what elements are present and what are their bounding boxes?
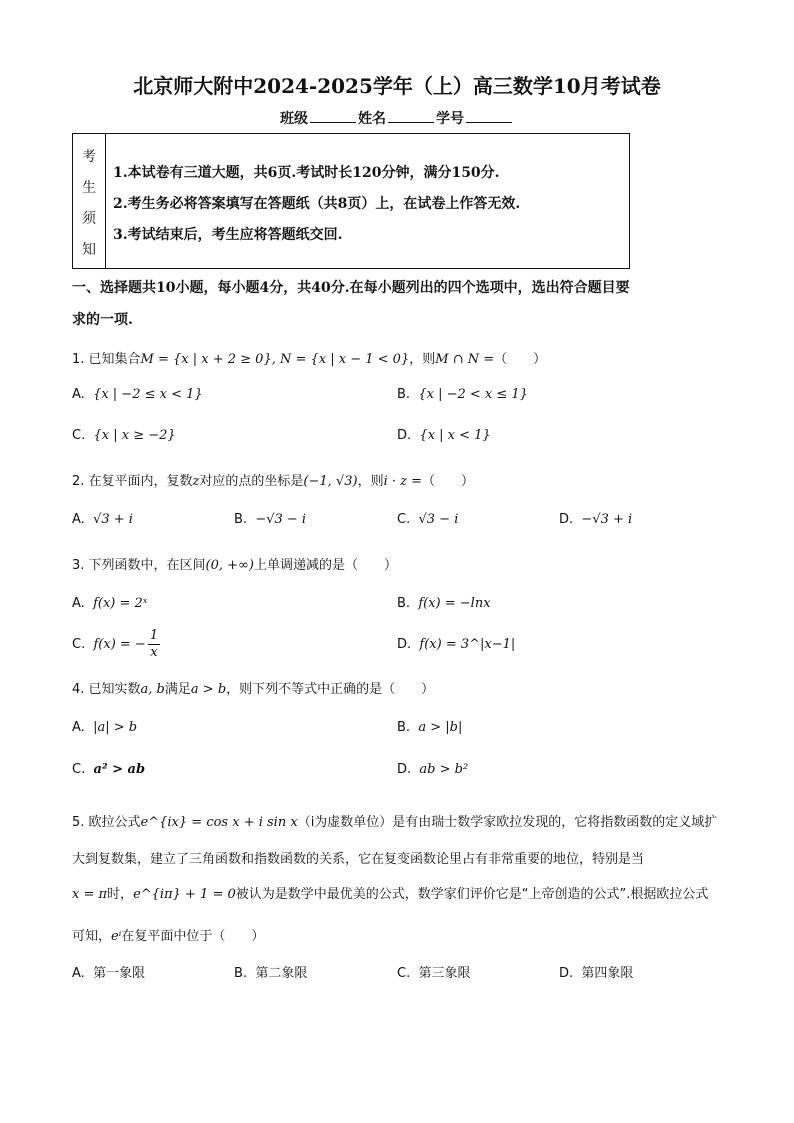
name-blank — [388, 110, 434, 123]
student-info-line — [0, 108, 794, 128]
q5-option-b — [234, 962, 307, 981]
fraction-denominator: x — [150, 645, 158, 660]
q1-option-d — [397, 428, 491, 443]
option-text: a > |b| — [418, 720, 463, 735]
question-5-line-1 — [72, 811, 717, 830]
q5-formula-ei: eⁱ — [111, 929, 122, 944]
q3-option-a — [72, 596, 147, 611]
question-1 — [72, 348, 546, 367]
notice-label — [73, 134, 106, 268]
q4-vars: a, b — [140, 682, 165, 697]
option-text: {x | −2 ≤ x < 1} — [93, 387, 203, 402]
q5-option-d — [559, 962, 633, 981]
q5-text: 可知， — [72, 929, 112, 944]
id-label: 学号 — [436, 111, 464, 127]
fraction — [148, 628, 160, 661]
page-title: 北京师大附中2024-2025学年（上）高三数学10月考试卷 — [133, 74, 661, 98]
q2-paren: （ ） — [422, 474, 475, 489]
question-3 — [72, 554, 397, 573]
option-label: B. — [234, 966, 248, 981]
option-label: A. — [72, 512, 85, 527]
q3-option-b — [397, 596, 491, 611]
q4-option-a — [72, 720, 137, 735]
q5-formula-identity: e^{iπ} + 1 = 0 — [133, 887, 236, 902]
option-label: D. — [397, 762, 412, 777]
notice-line: 1.本试卷有三道大题，共6页.考试时长120分钟，满分150分. — [113, 165, 500, 181]
q3-stem-post: 上单调递减的是（ ） — [253, 558, 397, 573]
q1-expr: M ∩ N = — [435, 352, 495, 367]
q5-euler-formula: e^{ix} = cos x + i sin x — [140, 815, 298, 830]
option-label: C. — [72, 428, 86, 443]
option-label: C. — [72, 762, 86, 777]
class-label: 班级 — [280, 111, 308, 127]
q1-option-c — [72, 428, 176, 443]
notice-label-char: 知 — [82, 242, 96, 258]
fraction-numerator: 1 — [149, 628, 159, 643]
option-text: √3 − i — [418, 512, 459, 527]
option-label: B. — [397, 596, 411, 611]
option-text: −√3 − i — [255, 512, 307, 527]
q1-formula: M = {x | x + 2 ≥ 0}, N = {x | x − 1 < 0} — [140, 352, 410, 367]
q3-option-d — [397, 637, 515, 652]
q2-stem-mid: 对应的点的坐标是 — [199, 474, 304, 489]
q5-option-c — [397, 962, 471, 981]
q4-stem: 4. 已知实数 — [72, 682, 141, 697]
q3-option-c — [72, 628, 160, 661]
option-label: D. — [559, 512, 574, 527]
option-text: √3 + i — [93, 512, 133, 527]
q1-option-b — [397, 387, 528, 402]
q2-coord: (−1, √3) — [303, 474, 358, 489]
option-label: D. — [397, 428, 412, 443]
question-5-line-2: 大到复数集，建立了三角函数和指数函数的关系，它在复变函数论里占有非常重要的地位，特别是当 — [72, 852, 645, 867]
option-label: C. — [397, 512, 411, 527]
option-label: B. — [397, 387, 411, 402]
q4-option-c — [72, 762, 145, 777]
q5-text: 时， — [107, 887, 134, 902]
section-heading: 一、选择题共10小题，每小题4分，共40分.在每小题列出的四个选项中，选出符合题目要 — [72, 280, 630, 296]
exam-notice-box — [72, 133, 630, 269]
option-text: {x | −2 < x ≤ 1} — [418, 387, 528, 402]
option-text: f(x) = −lnx — [418, 596, 491, 611]
option-text: f(x) = 2ˣ — [93, 596, 148, 611]
option-text: 第一象限 — [93, 966, 146, 981]
q1-paren: （ ） — [494, 352, 547, 367]
q4-stem-mid: 满足 — [164, 682, 191, 697]
question-5-line-4 — [72, 925, 264, 944]
option-label: C. — [397, 966, 411, 981]
option-text: 第四象限 — [581, 966, 634, 981]
q5-formula-x: x = π — [72, 887, 108, 902]
option-text: 第三象限 — [418, 966, 471, 981]
id-blank — [466, 110, 512, 123]
notice-line: 2.考生务必将答案填写在答题纸（共8页）上，在试卷上作答无效. — [113, 196, 521, 212]
q3-interval: (0, +∞) — [205, 558, 254, 573]
option-text: f(x) = 3^|x−1| — [419, 637, 516, 652]
q2-stem: 2. 在复平面内，复数 — [72, 474, 193, 489]
q2-option-c — [397, 512, 458, 527]
option-label: B. — [397, 720, 411, 735]
option-text: |a| > b — [93, 720, 138, 735]
option-label: A. — [72, 596, 85, 611]
option-label: A. — [72, 387, 85, 402]
option-text: −√3 + i — [581, 512, 633, 527]
q2-option-d — [559, 512, 632, 527]
option-text: 第二象限 — [255, 966, 308, 981]
q4-cond: a > b — [190, 682, 227, 697]
question-4 — [72, 678, 434, 697]
option-text: f(x) = − — [93, 637, 146, 652]
option-label: B. — [234, 512, 248, 527]
question-2 — [72, 470, 474, 489]
q1-stem: 1. 已知集合 — [72, 352, 141, 367]
name-label: 姓名 — [358, 111, 386, 127]
q1-stem-mid: ，则 — [409, 352, 436, 367]
notice-label-char: 考 — [82, 149, 96, 165]
notice-label-char: 须 — [82, 211, 96, 227]
option-text: {x | x < 1} — [419, 428, 491, 443]
option-label: D. — [559, 966, 574, 981]
option-text: a² > ab — [93, 762, 146, 777]
q4-stem-post: ，则下列不等式中正确的是（ ） — [226, 682, 435, 697]
q5-stem: 5. 欧拉公式 — [72, 815, 141, 830]
q2-expr: i · z = — [383, 474, 423, 489]
q3-stem: 3. 下列函数中，在区间 — [72, 558, 206, 573]
option-label: C. — [72, 637, 86, 652]
option-label: A. — [72, 720, 85, 735]
q5-option-a — [72, 962, 145, 981]
class-blank — [310, 110, 356, 123]
q2-stem-post: ，则 — [357, 474, 384, 489]
q4-option-b — [397, 720, 462, 735]
q5-text: 在复平面中位于（ ） — [121, 929, 265, 944]
option-text: {x | x ≥ −2} — [93, 428, 176, 443]
question-5-line-3 — [72, 883, 708, 902]
option-text: ab > b² — [419, 762, 469, 777]
q5-stem-post: （i为虚数单位）是有由瑞士数学家欧拉发现的，它将指数函数的定义域扩 — [297, 815, 718, 830]
q5-text: 被认为是数学中最优美的公式，数学家们评价它是“上帝创造的公式”.根据欧拉公式 — [235, 887, 709, 902]
q4-option-d — [397, 762, 468, 777]
q1-option-a — [72, 387, 203, 402]
notice-label-char: 生 — [82, 180, 96, 196]
q2-var: z — [192, 474, 200, 489]
notice-line: 3.考试结束后，考生应将答题纸交回. — [113, 227, 343, 243]
option-label: A. — [72, 966, 85, 981]
section-heading-cont: 求的一项. — [72, 312, 133, 328]
q2-option-a — [72, 512, 133, 527]
q2-option-b — [234, 512, 306, 527]
option-label: D. — [397, 637, 412, 652]
